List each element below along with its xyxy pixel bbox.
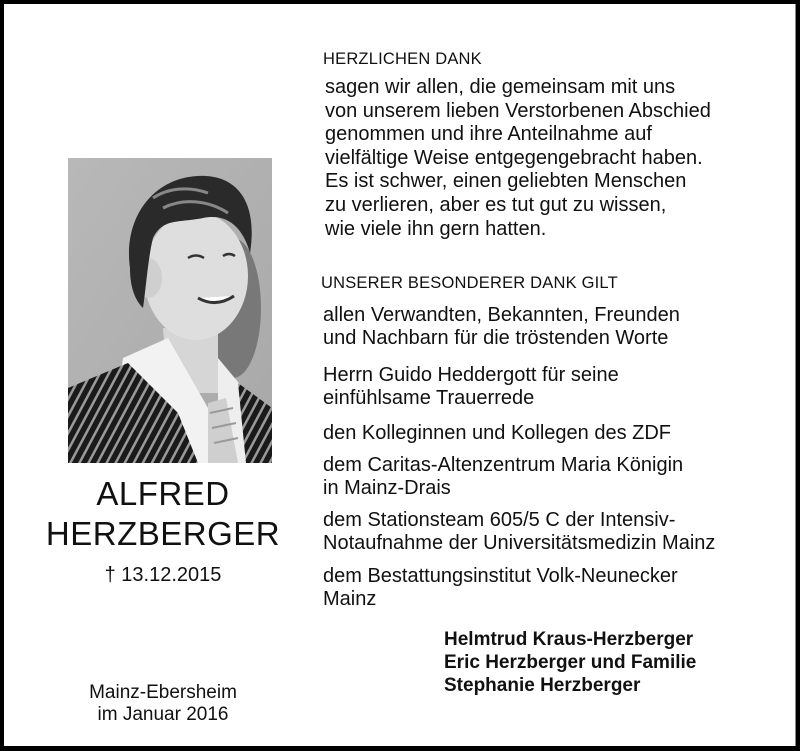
thanks-line: Notaufnahme der Universitätsmedizin Mainz bbox=[323, 531, 716, 554]
portrait-illustration bbox=[68, 158, 272, 463]
thanks-line: Herrn Guido Heddergott für seine bbox=[323, 364, 619, 386]
date-label: im Januar 2016 bbox=[97, 704, 229, 725]
intro-line: vielfältige Weise entgegengebracht haben. bbox=[325, 146, 703, 169]
thanks-line: den Kolleginnen und Kollegen des ZDF bbox=[323, 422, 672, 444]
thanks-line: dem Bestattungsinstitut Volk-Neunecker bbox=[323, 565, 678, 587]
place-and-date bbox=[4, 682, 322, 726]
portrait-photo bbox=[68, 158, 272, 463]
thanks-line: und Nachbarn für die tröstenden Worte bbox=[323, 326, 669, 349]
intro-line: Es ist schwer, einen geliebten Menschen bbox=[325, 170, 687, 193]
intro-line: von unserem lieben Verstorbenen Abschied bbox=[325, 99, 711, 122]
deceased-first-name: ALFRED bbox=[96, 475, 230, 512]
thanks-line: einfühlsame Trauerrede bbox=[323, 386, 535, 409]
deceased-last-name: HERZBERGER bbox=[45, 515, 281, 552]
thanks-line: dem Caritas-Altenzentrum Maria Königin bbox=[323, 454, 684, 476]
signatures bbox=[444, 628, 696, 697]
thanks-line: Mainz bbox=[323, 587, 377, 610]
thanks-group bbox=[323, 565, 678, 610]
signature-line: Stephanie Herzberger bbox=[444, 675, 641, 696]
death-date: † 13.12.2015 bbox=[104, 564, 222, 586]
thanks-group bbox=[323, 304, 680, 349]
thanks-line: allen Verwandten, Bekannten, Freunden bbox=[323, 304, 680, 326]
intro-line: zu verlieren, aber es tut gut zu wissen, bbox=[325, 193, 667, 216]
thanks-group bbox=[323, 422, 671, 445]
signature-line: Helmtrud Kraus-Herzberger bbox=[444, 629, 694, 650]
intro-paragraph bbox=[325, 76, 711, 241]
intro-line: sagen wir allen, die gemeinsam mit uns bbox=[325, 76, 676, 98]
place-label: Mainz-Ebersheim bbox=[89, 682, 237, 703]
thanks-group bbox=[323, 454, 683, 499]
heading-thanks: HERZLICHEN DANK bbox=[323, 50, 482, 68]
thanks-line: in Mainz-Drais bbox=[323, 476, 451, 499]
heading-special-thanks: UNSERER BESONDERER DANK GILT bbox=[321, 274, 618, 292]
thanks-line: dem Stationsteam 605/5 C der Intensiv- bbox=[323, 509, 676, 531]
intro-line: genommen und ihre Anteilnahme auf bbox=[325, 123, 652, 146]
thanks-group bbox=[323, 364, 619, 409]
thanks-group bbox=[323, 509, 715, 554]
obituary-notice bbox=[4, 4, 796, 746]
intro-line: wie viele ihn gern hatten. bbox=[325, 217, 547, 240]
signature-line: Eric Herzberger und Familie bbox=[444, 652, 697, 673]
